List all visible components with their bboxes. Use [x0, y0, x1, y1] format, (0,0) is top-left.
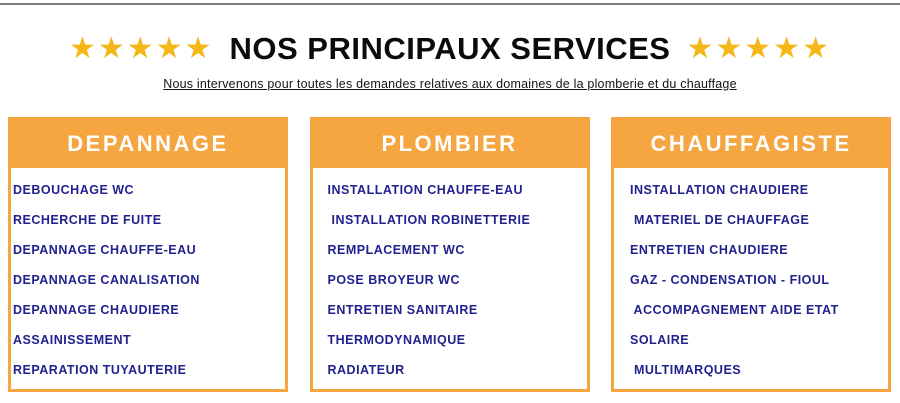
card-header-depannage: DEPANNAGE: [11, 120, 285, 168]
service-cards-row: [8, 117, 891, 392]
top-divider: [0, 3, 900, 5]
service-card-plombier: [310, 117, 590, 392]
stars-left-icon: ★★★★★: [69, 31, 214, 65]
card-header-plombier: PLOMBIER: [313, 120, 587, 168]
service-item[interactable]: INSTALLATION ROBINETTERIE: [327, 213, 531, 227]
service-item[interactable]: POSE BROYEUR WC: [327, 273, 461, 287]
masthead: [0, 33, 900, 93]
card-header-chauffagiste: CHAUFFAGISTE: [614, 120, 888, 168]
service-item[interactable]: DEBOUCHAGE WC: [13, 183, 135, 197]
service-item[interactable]: REMPLACEMENT WC: [327, 243, 465, 257]
service-item[interactable]: INSTALLATION CHAUFFE-EAU: [327, 183, 524, 197]
page-subtitle: Nous intervenons pour toutes les demandes relatives aux domaines de la plomberie et du chauffage: [163, 77, 737, 91]
service-item[interactable]: ENTRETIEN CHAUDIERE: [630, 243, 789, 257]
service-item[interactable]: DEPANNAGE CHAUDIERE: [13, 303, 180, 317]
service-item[interactable]: ASSAINISSEMENT: [13, 333, 132, 347]
service-item[interactable]: DEPANNAGE CHAUFFE-EAU: [13, 243, 197, 257]
service-list-plombier: [313, 168, 587, 385]
service-card-depannage: [8, 117, 288, 392]
stars-right-icon: ★★★★★: [686, 31, 831, 65]
service-item[interactable]: MATERIEL DE CHAUFFAGE: [630, 213, 810, 227]
service-list-depannage: [11, 168, 285, 385]
service-item[interactable]: SOLAIRE: [630, 333, 690, 347]
service-item[interactable]: THERMODYNAMIQUE: [327, 333, 466, 347]
service-item[interactable]: REPARATION TUYAUTERIE: [13, 363, 187, 377]
service-item[interactable]: ENTRETIEN SANITAIRE: [327, 303, 478, 317]
service-item[interactable]: ACCOMPAGNEMENT AIDE ETAT: [630, 303, 839, 317]
service-item[interactable]: DEPANNAGE CANALISATION: [13, 273, 200, 287]
page-title: NOS PRINCIPAUX SERVICES: [229, 31, 671, 66]
title-row: [0, 33, 900, 64]
service-item[interactable]: GAZ - CONDENSATION - FIOUL: [630, 273, 830, 287]
service-list-chauffagiste: [614, 168, 888, 385]
service-item[interactable]: RADIATEUR: [327, 363, 405, 377]
service-item[interactable]: MULTIMARQUES: [630, 363, 742, 377]
service-item[interactable]: INSTALLATION CHAUDIERE: [630, 183, 809, 197]
service-card-chauffagiste: [611, 117, 891, 392]
service-item[interactable]: RECHERCHE DE FUITE: [13, 213, 162, 227]
